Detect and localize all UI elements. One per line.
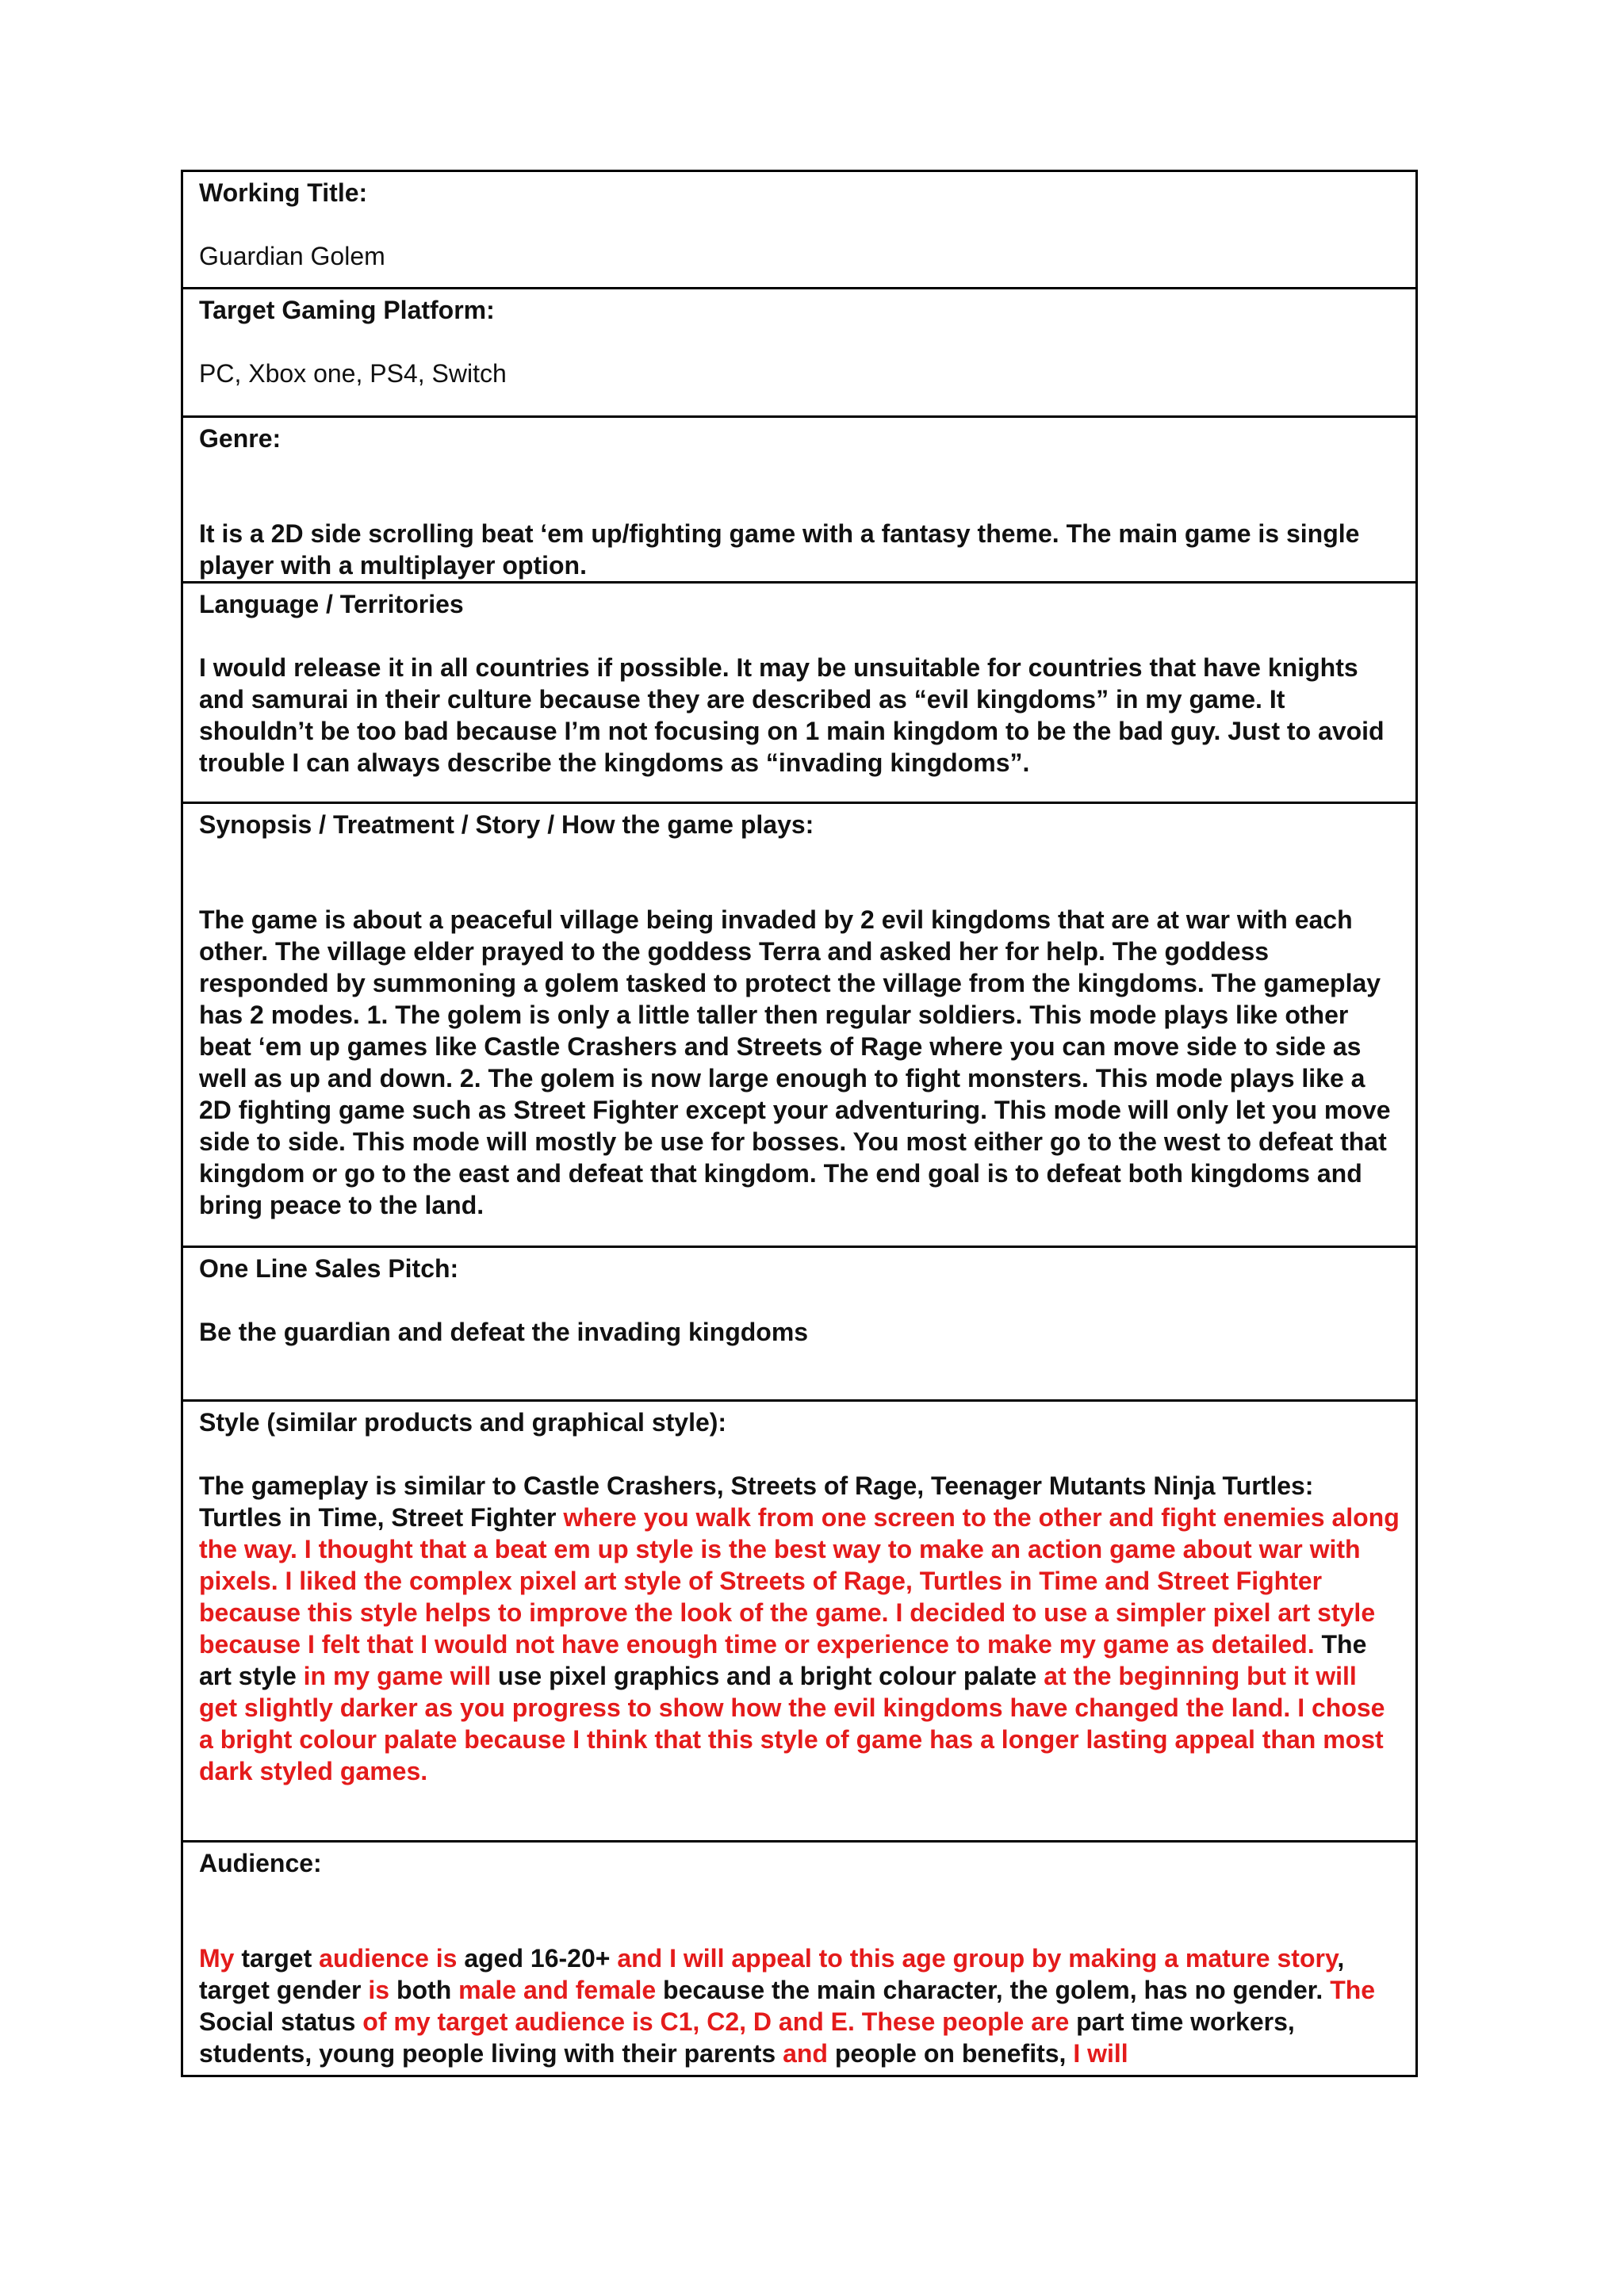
sales-pitch-value: Be the guardian and defeat the invading kingdoms <box>199 1318 809 1346</box>
sales-pitch-row <box>182 1247 1417 1401</box>
working-title-row <box>182 171 1417 289</box>
audience-segment-red: audience is <box>319 1944 458 1973</box>
language-row <box>182 583 1417 803</box>
style-segment: use pixel graphics and a bright colour palate <box>491 1662 1044 1690</box>
style-segment-red: in my game will <box>303 1662 492 1690</box>
language-label: Language / Territories <box>199 590 464 618</box>
audience-segment-red: and I will appeal to this age group by making a mature story <box>617 1944 1338 1973</box>
audience-segment: Social status <box>199 2007 363 2036</box>
audience-segment: target <box>234 1944 320 1973</box>
platform-value: PC, Xbox one, PS4, Switch <box>199 359 507 388</box>
working-title-cell <box>182 171 1417 289</box>
style-segment: The gameplay is similar to Castle Crashers, Streets of Rage, Teenager Mutants Ninja Turtles: Turtles in Time, Street Fighter <box>199 1471 1314 1532</box>
synopsis-label: Synopsis / Treatment / Story / How the game plays: <box>199 810 814 839</box>
style-segment: The art style <box>199 1630 1367 1690</box>
genre-value: It is a 2D side scrolling beat ‘em up/fighting game with a fantasy theme. The main game is single player with a multiplayer option. <box>199 519 1360 580</box>
style-segment-red: at the beginning but it will get slightly darker as you progress to show how the evil kingdoms have changed the land. I chose a bright colour palate because I think that this style of game has a longer lasting appeal than most dark styled games. <box>199 1662 1385 1785</box>
language-cell <box>182 583 1417 803</box>
platform-cell <box>182 289 1417 417</box>
audience-segment-red: is <box>368 1976 390 2004</box>
style-segment-red: where you walk from one screen to the other and fight enemies along the way. <box>199 1503 1400 1563</box>
audience-segment-red: I will <box>1073 2039 1128 2068</box>
platform-label: Target Gaming Platform: <box>199 296 495 324</box>
audience-segment: aged 16-20+ <box>457 1944 618 1973</box>
sales-pitch-cell <box>182 1247 1417 1401</box>
platform-row <box>182 289 1417 417</box>
game-design-document-table <box>181 170 1418 2077</box>
working-title-label: Working Title: <box>199 178 368 207</box>
language-value: I would release it in all countries if possible. It may be unsuitable for countries that have knights and samurai in their culture because they are described as “evil kingdoms” in my game. It shouldn’t be too bad because I’m not focusing on 1 main kingdom to be the bad guy. Just to avoid trouble I can always describe the kingdoms as “invading kingdoms”. <box>199 653 1385 777</box>
synopsis-cell <box>182 803 1417 1247</box>
synopsis-row <box>182 803 1417 1247</box>
audience-segment: part time workers, students, young people living with their parents <box>199 2007 1295 2068</box>
genre-cell <box>182 417 1417 583</box>
audience-segment: both <box>389 1976 459 2004</box>
style-segment-red: I thought that a beat em up style is the best way to make an action game about war with pixels. I liked the complex pixel art style of Streets of Rage, Turtles in Time and Street Fighter because this style helps to improve the look of the game. I decided to use a simpler pixel art style because I felt that I would not have enough time or experience to make my game as detailed. <box>199 1535 1376 1659</box>
genre-label: Genre: <box>199 424 282 453</box>
sales-pitch-label: One Line Sales Pitch: <box>199 1254 459 1283</box>
style-segment <box>297 1535 304 1563</box>
style-label: Style (similar products and graphical style): <box>199 1408 727 1437</box>
audience-segment: people on benefits, <box>827 2039 1074 2068</box>
audience-segment: , target gender <box>199 1944 1345 2004</box>
audience-segment-red: My <box>199 1944 235 1973</box>
working-title-value: Guardian Golem <box>199 242 385 270</box>
audience-cell <box>182 1842 1417 2076</box>
style-value <box>199 1470 1400 1787</box>
audience-segment-red: and <box>783 2039 828 2068</box>
audience-segment-red: male and female <box>458 1976 657 2004</box>
audience-value <box>199 1942 1400 2069</box>
audience-label: Audience: <box>199 1849 322 1877</box>
style-row <box>182 1401 1417 1842</box>
audience-row <box>182 1842 1417 2076</box>
genre-row <box>182 417 1417 583</box>
style-cell <box>182 1401 1417 1842</box>
audience-segment: because the main character, the golem, has no gender. <box>656 1976 1331 2004</box>
audience-segment-red: The <box>1330 1976 1376 2004</box>
audience-segment-red: of my target audience is C1, C2, D and E. These people are <box>362 2007 1070 2036</box>
synopsis-value: The game is about a peaceful village being invaded by 2 evil kingdoms that are at war with each other. The village elder prayed to the goddess Terra and asked her for help. The goddess responded by summoning a golem tasked to protect the village from the kingdoms. The gameplay has 2 modes. 1. The golem is only a little taller then regular soldiers. This mode plays like other beat ‘em up games like Castle Crashers and Streets of Rage where you can move side to side as well as up and down. 2. The golem is now large enough to fight monsters. This mode plays like a 2D fighting game such as Street Fighter except your adventuring. This mode will only let you move side to side. This mode will mostly be use for bosses. You most either go to the west to defeat that kingdom or go to the east and defeat that kingdom. The end goal is to defeat both kingdoms and bring peace to the land. <box>199 905 1391 1219</box>
